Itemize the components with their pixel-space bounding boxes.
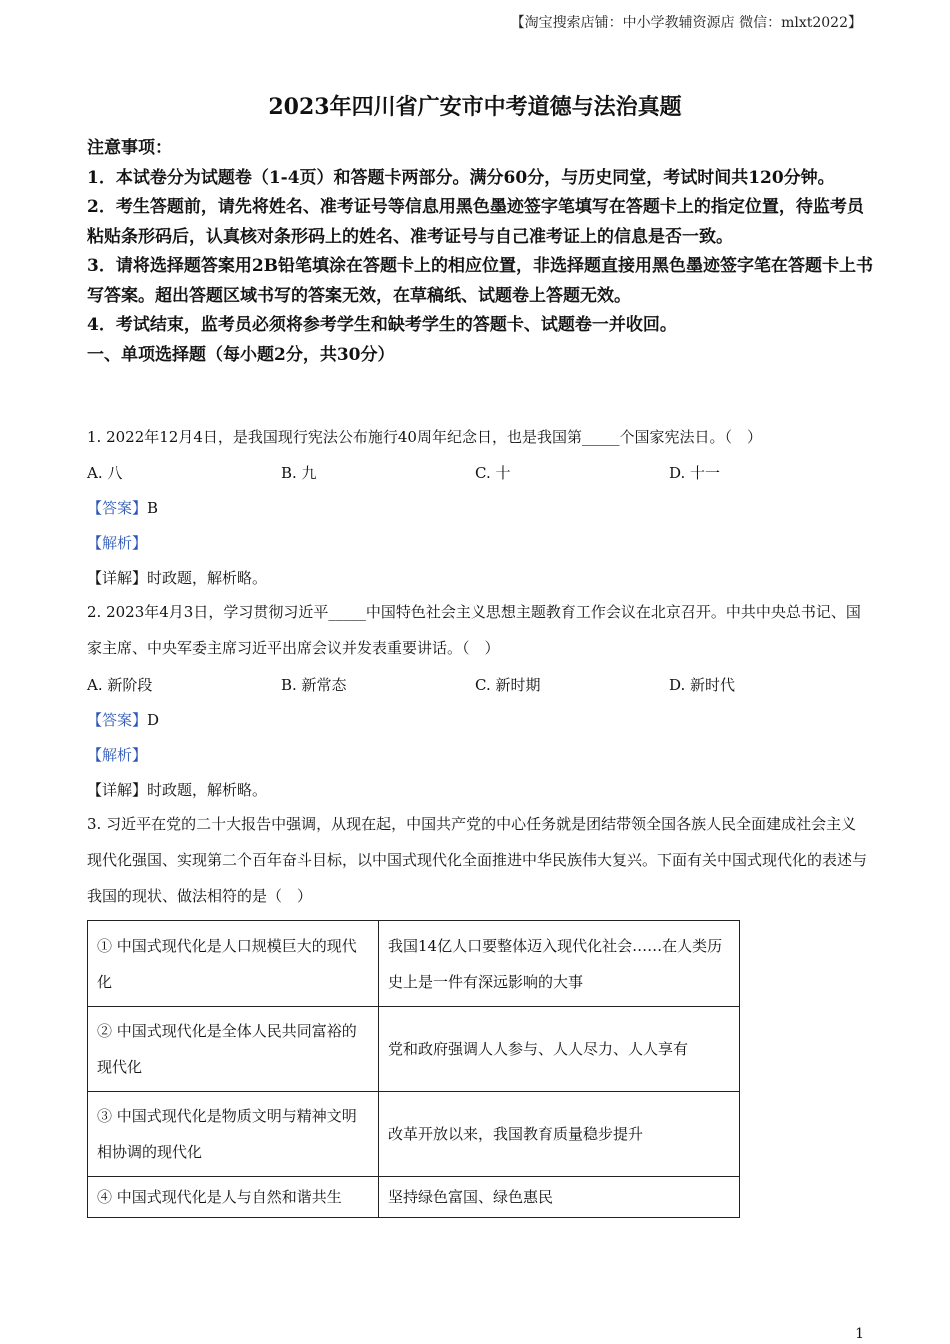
question-1-options — [87, 462, 867, 492]
answer-tag: 【答案】 — [87, 711, 148, 729]
table-cell: 改革开放以来，我国教育质量稳步提升 — [379, 1092, 740, 1177]
notes-heading: 注意事项： — [87, 138, 172, 158]
question-1-analysis-tag: 【解析】 — [87, 534, 148, 552]
question-2-options — [87, 674, 867, 704]
question-1-stem: 1. 2022年12月4日，是我国现行宪法公布施行40周年纪念日，也是我国第_____个国家宪法日。（ ） — [87, 428, 762, 446]
header-note: 【淘宝搜索店铺：中小学教辅资源店 微信：mlxt2022】 — [510, 15, 862, 31]
question-2-answer — [87, 709, 159, 730]
option-b: B. 九 — [281, 464, 317, 482]
option-b: B. 新常态 — [281, 676, 347, 694]
question-2-stem: 2. 2023年4月3日，学习贯彻习近平_____中国特色社会主义思想主题教育工作会议在北京召开。中共中央总书记、国家主席、中央军委主席习近平出席会议并发表重要讲话。（ ） — [87, 603, 861, 657]
table-cell: ③ 中国式现代化是物质文明与精神文明相协调的现代化 — [88, 1092, 379, 1177]
option-c: C. 十 — [475, 464, 511, 482]
option-c: C. 新时期 — [475, 676, 541, 694]
table-row — [88, 1007, 740, 1092]
page-title: 2023年四川省广安市中考道德与法治真题 — [268, 94, 682, 120]
option-a: A. 新阶段 — [87, 676, 153, 694]
question-1-answer — [87, 497, 158, 518]
option-d: D. 新时代 — [669, 676, 736, 694]
comparison-table — [87, 920, 740, 1218]
notes-block — [87, 134, 877, 370]
table-cell: ② 中国式现代化是全体人民共同富裕的现代化 — [88, 1007, 379, 1092]
option-d: D. 十一 — [669, 464, 721, 482]
notes-item: 1．本试卷分为试题卷（1-4页）和答题卡两部分。满分60分，与历史同堂，考试时间共120分钟。 — [87, 167, 835, 188]
page-number: 1 — [855, 1326, 864, 1342]
table-row — [88, 921, 740, 1007]
question-2-analysis-tag: 【解析】 — [87, 746, 148, 764]
table-cell: ① 中国式现代化是人口规模巨大的现代化 — [88, 921, 379, 1007]
table-row — [88, 1092, 740, 1177]
notes-item: 3．请将选择题答案用2B铅笔填涂在答题卡上的相应位置，非选择题直接用黑色墨迹签字笔在答题卡上书写答案。超出答题区域书写的答案无效，在草稿纸、试题卷上答题无效。 — [87, 256, 874, 306]
table-cell: 坚持绿色富国、绿色惠民 — [379, 1177, 740, 1218]
table-cell: ④ 中国式现代化是人与自然和谐共生 — [88, 1177, 379, 1218]
table-row — [88, 1177, 740, 1218]
option-a: A. 八 — [87, 464, 123, 482]
question-1-detail: 【详解】时政题，解析略。 — [87, 569, 268, 587]
answer-value: D — [147, 711, 160, 729]
notes-item: 2．考生答题前，请先将姓名、准考证号等信息用黑色墨迹签字笔填写在答题卡上的指定位置，待监考员粘贴条形码后，认真核对条形码上的姓名、准考证号与自己准考证上的信息是否一致。 — [87, 197, 864, 247]
notes-item: 4．考试结束，监考员必须将参考学生和缺考学生的答题卡、试题卷一并收回。 — [87, 315, 677, 335]
table-cell: 我国14亿人口要整体迈入现代化社会……在人类历史上是一件有深远影响的大事 — [379, 921, 740, 1007]
answer-value: B — [147, 499, 159, 517]
question-3-stem: 3. 习近平在党的二十大报告中强调，从现在起，中国共产党的中心任务就是团结带领全国各族人民全面建成社会主义现代化强国、实现第二个百年奋斗目标，以中国式现代化全面推进中华民族伟大复兴。下面有关中国式现代化的表述与我国的现状、做法相符的是（ ） — [87, 815, 868, 905]
table-cell: 党和政府强调人人参与、人人尽力、人人享有 — [379, 1007, 740, 1092]
answer-tag: 【答案】 — [87, 499, 148, 517]
section-title: 一、单项选择题（每小题2分，共30分） — [87, 344, 395, 365]
question-2-detail: 【详解】时政题，解析略。 — [87, 781, 268, 799]
